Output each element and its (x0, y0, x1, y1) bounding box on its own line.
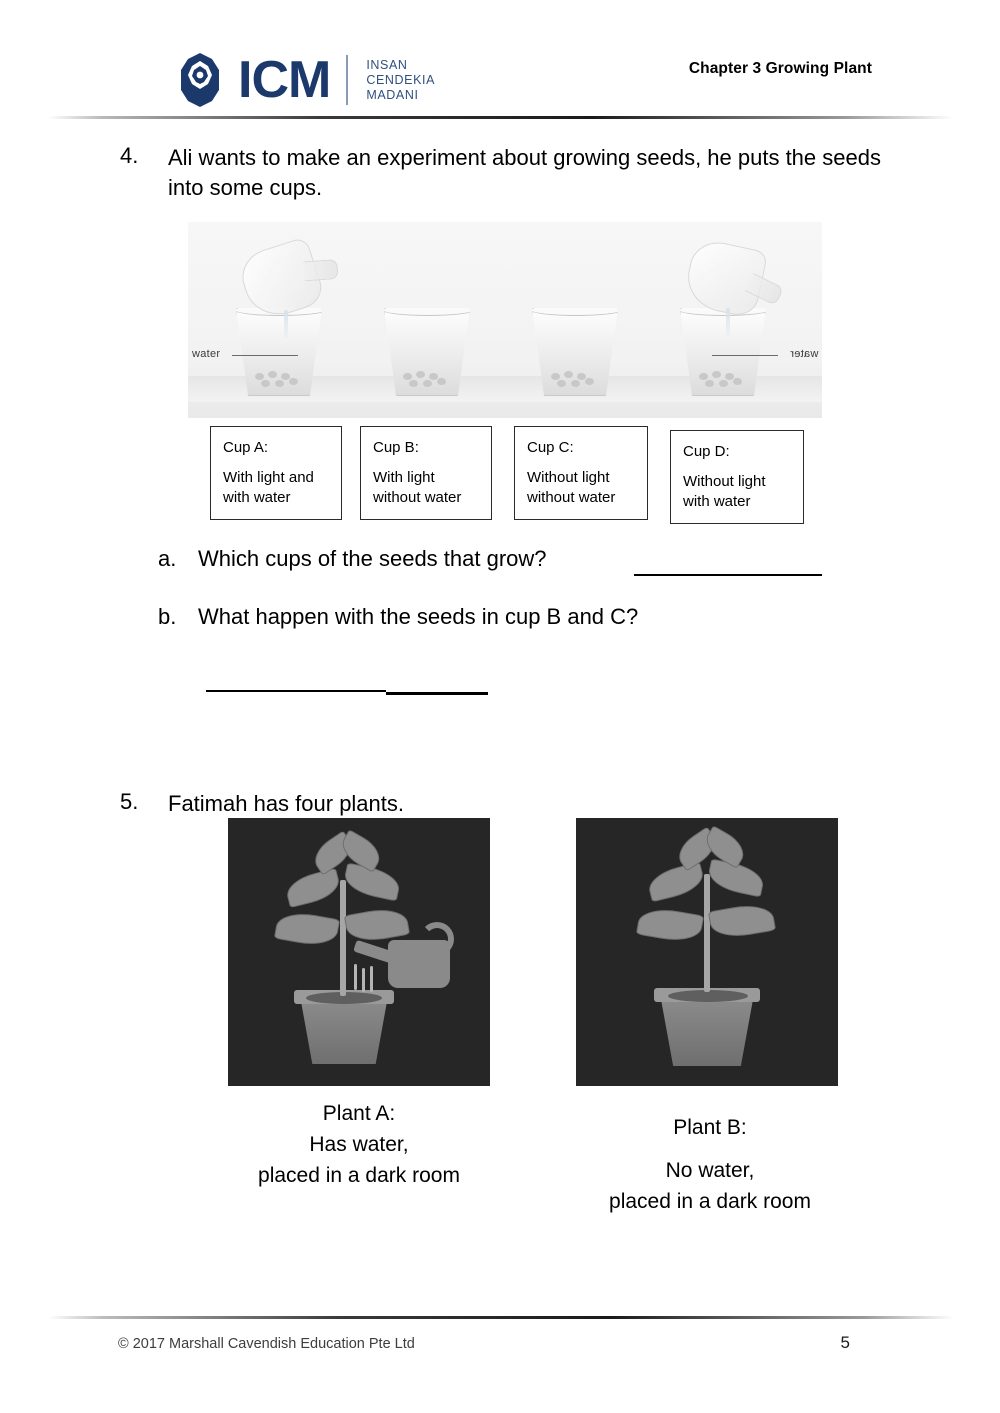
icm-logo-mark-icon (172, 52, 228, 108)
cup-a-desc: With light and with water (223, 469, 314, 506)
logo-sub-line-2: CENDEKIA (366, 72, 436, 87)
question-5-number: 5. (120, 789, 139, 814)
plant-b-leaf-4 (708, 901, 776, 942)
cup-b-rim (382, 304, 474, 316)
footer-page-number: 5 (840, 1333, 850, 1352)
plant-b-caption (576, 1112, 844, 1217)
logo-subtitle (366, 58, 435, 103)
cup-d-desc: Without light with water (683, 473, 766, 510)
bottle-d-illustration (682, 237, 769, 319)
cup-a-seeds-icon (253, 371, 305, 387)
water-drip-2 (362, 968, 365, 992)
cup-c-desc: Without light without water (527, 469, 616, 506)
plant-b-image (576, 818, 838, 1086)
page-header (0, 0, 1000, 118)
cup-c-title: Cup C: (527, 439, 574, 456)
water-stream-d (726, 308, 730, 336)
cup-b-seeds-icon (401, 371, 453, 387)
watering-can-handle (420, 922, 454, 956)
question-4b-letter: b. (158, 604, 177, 629)
water-leader-right (712, 355, 778, 356)
plant-b-leaf-1 (645, 862, 706, 903)
cup-d-illustration (680, 308, 766, 396)
cup-b-caption-box (360, 426, 492, 520)
cup-d-title: Cup D: (683, 443, 730, 460)
plant-a-leaf-3 (274, 909, 340, 949)
question-4b-text: What happen with the seeds in cup B and C? (198, 604, 639, 629)
plant-b-stem (704, 874, 710, 992)
footer-divider (48, 1316, 954, 1319)
plant-b-caption-line-3: placed in a dark room (609, 1190, 811, 1213)
question-4a-text: Which cups of the seeds that grow? (198, 546, 547, 571)
plant-a-caption (228, 1098, 490, 1191)
question-4-text: Ali wants to make an experiment about growing seeds, he puts the seeds into some cups. (168, 145, 881, 200)
question-4a-answer-line[interactable] (634, 574, 822, 576)
cup-d-seeds-icon (697, 371, 749, 387)
question-4b-answer-line-1[interactable] (206, 690, 386, 692)
question-4-number: 4. (120, 143, 139, 168)
bottle-a-neck (303, 259, 338, 281)
plant-a-image (228, 818, 490, 1086)
water-drip-1 (354, 964, 357, 990)
cup-b-illustration (384, 308, 470, 396)
logo-sub-line-1: INSAN (366, 57, 408, 72)
water-leader-left (232, 355, 298, 356)
chapter-title: Chapter 3 Growing Plant (688, 60, 872, 77)
water-drip-3 (370, 966, 373, 992)
cup-b-title: Cup B: (373, 439, 419, 456)
cup-c-seeds-icon (549, 371, 601, 387)
plant-b-caption-line-2: No water, (665, 1159, 755, 1182)
cups-experiment-figure (188, 222, 822, 418)
logo-divider (346, 55, 348, 105)
icm-logo (172, 52, 435, 108)
cup-a-title: Cup A: (223, 439, 269, 456)
cup-c-rim (530, 304, 622, 316)
plant-b-leaf-3 (636, 905, 704, 946)
logo-wordmark: ICM (238, 51, 331, 109)
cup-c-caption-box (514, 426, 648, 520)
plant-a-pot (300, 996, 388, 1064)
question-4a-letter: a. (158, 546, 177, 571)
plant-a-caption-line-1: Plant A: (322, 1102, 396, 1125)
plant-b-caption-gap (576, 1143, 844, 1155)
water-label-left: water (192, 348, 221, 360)
cup-c-illustration (532, 308, 618, 396)
water-label-right: water (789, 348, 818, 360)
bottle-d-neck (745, 273, 784, 306)
cup-a-illustration (236, 308, 322, 396)
water-stream-a (284, 310, 288, 338)
plant-a-caption-line-2: Has water, (309, 1133, 409, 1156)
plant-a-leaf-1 (283, 868, 342, 908)
plant-a-stem (340, 880, 346, 996)
plant-a-caption-line-3: placed in a dark room (258, 1164, 460, 1187)
footer-copyright: © 2017 Marshall Cavendish Education Pte Ltd (118, 1336, 415, 1352)
question-5-text: Fatimah has four plants. (168, 791, 405, 816)
logo-sub-line-3: MADANI (366, 87, 419, 102)
plant-b-caption-line-1: Plant B: (673, 1116, 747, 1139)
header-divider (48, 116, 954, 119)
plant-b-pot (660, 994, 754, 1066)
cup-d-caption-box (670, 430, 804, 524)
cup-b-desc: With light without water (373, 469, 462, 506)
cup-a-caption-box (210, 426, 342, 520)
question-4b-answer-line-2[interactable] (386, 692, 488, 695)
